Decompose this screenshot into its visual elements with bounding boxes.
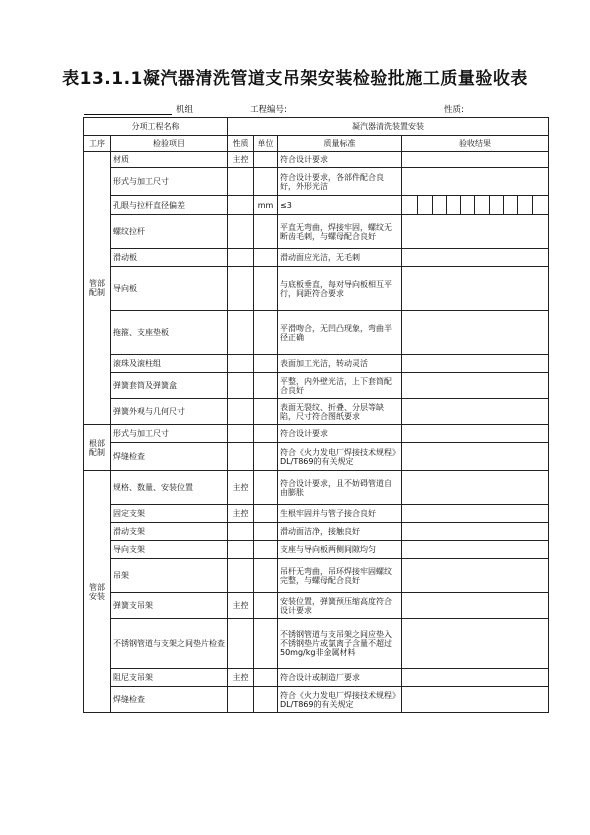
quality-standard: 符合设计要求，各部件配合良好，外形光洁 <box>278 168 402 196</box>
nature-cell: 主控 <box>228 152 254 168</box>
check-item: 阻尼支吊架 <box>111 669 228 687</box>
table-row <box>84 196 549 215</box>
quality-standard: 与底板垂直，每对导向板相互平行，间距符合要求 <box>278 267 402 311</box>
process-group-cell <box>84 425 111 471</box>
measurement-cell[interactable] <box>533 196 546 214</box>
nature-cell <box>228 687 254 713</box>
table-row <box>84 168 549 196</box>
table-row <box>84 152 549 168</box>
result-cell[interactable] <box>402 687 549 713</box>
quality-standard: 表面无裂纹、折叠、分层等缺陷，尺寸符合图纸要求 <box>278 399 402 425</box>
unit-cell <box>254 471 278 505</box>
quality-standard: 滑动面洁净，接触良好 <box>278 523 402 541</box>
check-item: 弹簧外观与几何尺寸 <box>111 399 228 425</box>
table-row <box>84 311 549 355</box>
quality-standard: 符合《火力发电厂焊接技术规程》DL/T869的有关规定 <box>278 443 402 471</box>
table-row <box>84 399 549 425</box>
quality-standard: 吊杆无弯曲，吊环焊接牢固螺纹完整，与螺母配合良好 <box>278 559 402 593</box>
unit-cell <box>254 425 278 443</box>
quality-standard: 平滑吻合，无凹凸现象，弯曲半径正确 <box>278 311 402 355</box>
quality-standard: 符合设计要求 <box>278 152 402 168</box>
subproject-label: 分项工程名称 <box>84 118 228 136</box>
quality-standard: 符合设计要求，且不妨碍管道自由膨胀 <box>278 471 402 505</box>
nature-cell: 主控 <box>228 669 254 687</box>
check-item: 弹簧套筒及弹簧盒 <box>111 373 228 399</box>
unit-cell <box>254 541 278 559</box>
process-group-name: 根部 配制 <box>89 438 105 457</box>
table-row <box>84 593 549 619</box>
result-cell[interactable] <box>402 593 549 619</box>
unit-cell <box>254 619 278 669</box>
unit-cell <box>254 249 278 267</box>
nature-cell <box>228 523 254 541</box>
table-row <box>84 559 549 593</box>
table-row <box>84 541 549 559</box>
nature-cell <box>228 215 254 249</box>
quality-standard: 平直无弯曲，焊接牢固，螺纹无断齿毛刺，与螺母配合良好 <box>278 215 402 249</box>
table-row <box>84 619 549 669</box>
quality-standard: 滑动面应光洁，无毛刺 <box>278 249 402 267</box>
subproject-value: 凝汽器清洗装置安装 <box>228 118 549 136</box>
unit-cell <box>254 355 278 373</box>
measurement-cell[interactable] <box>447 196 461 214</box>
quality-standard: 符合设计或制造厂要求 <box>278 669 402 687</box>
quality-standard: 平整，内外壁光洁，上下套筒配合良好 <box>278 373 402 399</box>
check-item: 导向板 <box>111 267 228 311</box>
unit-cell <box>254 267 278 311</box>
measurement-cells <box>404 196 546 214</box>
result-cell[interactable] <box>402 152 549 168</box>
acceptance-table <box>83 117 549 713</box>
check-item: 不锈钢管道与支架之间垫片检查 <box>111 619 228 669</box>
header-nature: 性质 <box>228 136 254 152</box>
check-item: 拖箍、支座垫板 <box>111 311 228 355</box>
quality-standard: 支座与导向板两侧间隙均匀 <box>278 541 402 559</box>
table-row <box>84 443 549 471</box>
quality-standard: 安装位置，弹簧预压缩高度符合设计要求 <box>278 593 402 619</box>
measurement-cell[interactable] <box>433 196 447 214</box>
check-item: 滚珠及滚柱组 <box>111 355 228 373</box>
process-group-cell <box>84 471 111 713</box>
header-standard: 质量标准 <box>278 136 402 152</box>
quality-standard: 不锈钢管道与支吊架之间应垫入不锈钢垫片或氯离子含量不超过50mg/kg非金属材料 <box>278 619 402 669</box>
nature-cell <box>228 559 254 593</box>
unit-cell <box>254 373 278 399</box>
result-cell[interactable] <box>402 267 549 311</box>
nature-label: 性质: <box>444 105 464 115</box>
process-group-cell <box>84 152 111 425</box>
table-row <box>84 373 549 399</box>
result-cell[interactable] <box>402 249 549 267</box>
result-cell[interactable] <box>402 541 549 559</box>
measurement-cell[interactable] <box>404 196 418 214</box>
result-cell[interactable] <box>402 471 549 505</box>
check-item: 规格、数量、安装位置 <box>111 471 228 505</box>
unit-underline <box>84 114 172 115</box>
result-cell[interactable] <box>402 669 549 687</box>
result-cell[interactable] <box>402 559 549 593</box>
check-item: 螺纹拉杆 <box>111 215 228 249</box>
result-cell[interactable] <box>402 311 549 355</box>
unit-cell <box>254 399 278 425</box>
unit-cell <box>254 443 278 471</box>
result-cell[interactable] <box>402 373 549 399</box>
process-group-name: 管部 安装 <box>89 582 105 601</box>
check-item: 吊架 <box>111 559 228 593</box>
result-cell[interactable] <box>402 196 549 215</box>
table-row <box>84 215 549 249</box>
measurement-cell[interactable] <box>475 196 489 214</box>
check-item: 弹簧支吊架 <box>111 593 228 619</box>
table-row <box>84 505 549 523</box>
quality-standard: 符合设计要求 <box>278 425 402 443</box>
nature-cell <box>228 311 254 355</box>
check-item: 导向支架 <box>111 541 228 559</box>
unit-cell <box>254 687 278 713</box>
nature-cell: 主控 <box>228 471 254 505</box>
nature-cell: 主控 <box>228 593 254 619</box>
check-item: 焊缝检查 <box>111 687 228 713</box>
check-item: 固定支架 <box>111 505 228 523</box>
quality-standard: 表面加工光洁，转动灵活 <box>278 355 402 373</box>
result-cell[interactable] <box>402 425 549 443</box>
check-item: 滑动板 <box>111 249 228 267</box>
header-item: 检验项目 <box>111 136 228 152</box>
result-cell[interactable] <box>402 505 549 523</box>
project-no-label: 工程编号: <box>250 105 287 115</box>
table-row <box>84 249 549 267</box>
header-result: 验收结果 <box>402 136 549 152</box>
unit-cell <box>254 505 278 523</box>
result-cell[interactable] <box>402 399 549 425</box>
measurement-cell[interactable] <box>518 196 532 214</box>
measurement-cell[interactable] <box>504 196 518 214</box>
measurement-cell[interactable] <box>490 196 504 214</box>
unit-cell <box>254 215 278 249</box>
result-cell[interactable] <box>402 443 549 471</box>
check-item: 焊缝检查 <box>111 443 228 471</box>
nature-cell <box>228 249 254 267</box>
unit-cell <box>254 559 278 593</box>
nature-cell: 主控 <box>228 505 254 523</box>
page-title: 表13.1.1凝汽器清洗管道支吊架安装检验批施工质量验收表 <box>62 69 528 89</box>
unit-cell <box>254 311 278 355</box>
nature-cell <box>228 196 254 215</box>
unit-label: 机组 <box>176 105 194 115</box>
header-unit: 单位 <box>254 136 278 152</box>
check-item: 材质 <box>111 152 228 168</box>
unit-cell: mm <box>254 196 278 215</box>
check-item: 孔眼与拉杆直径偏差 <box>111 196 228 215</box>
nature-cell <box>228 267 254 311</box>
result-cell[interactable] <box>402 619 549 669</box>
measurement-cell[interactable] <box>418 196 432 214</box>
table-row <box>84 425 549 443</box>
check-item: 形式与加工尺寸 <box>111 425 228 443</box>
nature-cell <box>228 425 254 443</box>
result-cell[interactable] <box>402 168 549 196</box>
table-row <box>84 669 549 687</box>
table-row <box>84 471 549 505</box>
result-cell[interactable] <box>402 215 549 249</box>
check-item: 滑动支架 <box>111 523 228 541</box>
unit-cell <box>254 168 278 196</box>
table-row <box>84 523 549 541</box>
unit-cell <box>254 669 278 687</box>
unit-cell <box>254 523 278 541</box>
check-item: 形式与加工尺寸 <box>111 168 228 196</box>
quality-standard: 符合《火力发电厂焊接技术规程》DL/T869的有关规定 <box>278 687 402 713</box>
header-row <box>84 136 549 152</box>
result-cell[interactable] <box>402 523 549 541</box>
quality-standard: 生根牢固并与管子接合良好 <box>278 505 402 523</box>
nature-cell <box>228 619 254 669</box>
measurement-cell[interactable] <box>461 196 475 214</box>
nature-cell <box>228 168 254 196</box>
result-cell[interactable] <box>402 355 549 373</box>
table-row <box>84 355 549 373</box>
table-row <box>84 687 549 713</box>
nature-cell <box>228 541 254 559</box>
unit-cell <box>254 152 278 168</box>
subproject-row <box>84 118 549 136</box>
nature-cell <box>228 399 254 425</box>
nature-cell <box>228 355 254 373</box>
quality-standard: ≤3 <box>278 196 402 215</box>
unit-cell <box>254 593 278 619</box>
nature-cell <box>228 373 254 399</box>
process-group-name: 管部 配制 <box>89 279 105 297</box>
nature-cell <box>228 443 254 471</box>
header-process: 工序 <box>84 136 111 152</box>
table-row <box>84 267 549 311</box>
